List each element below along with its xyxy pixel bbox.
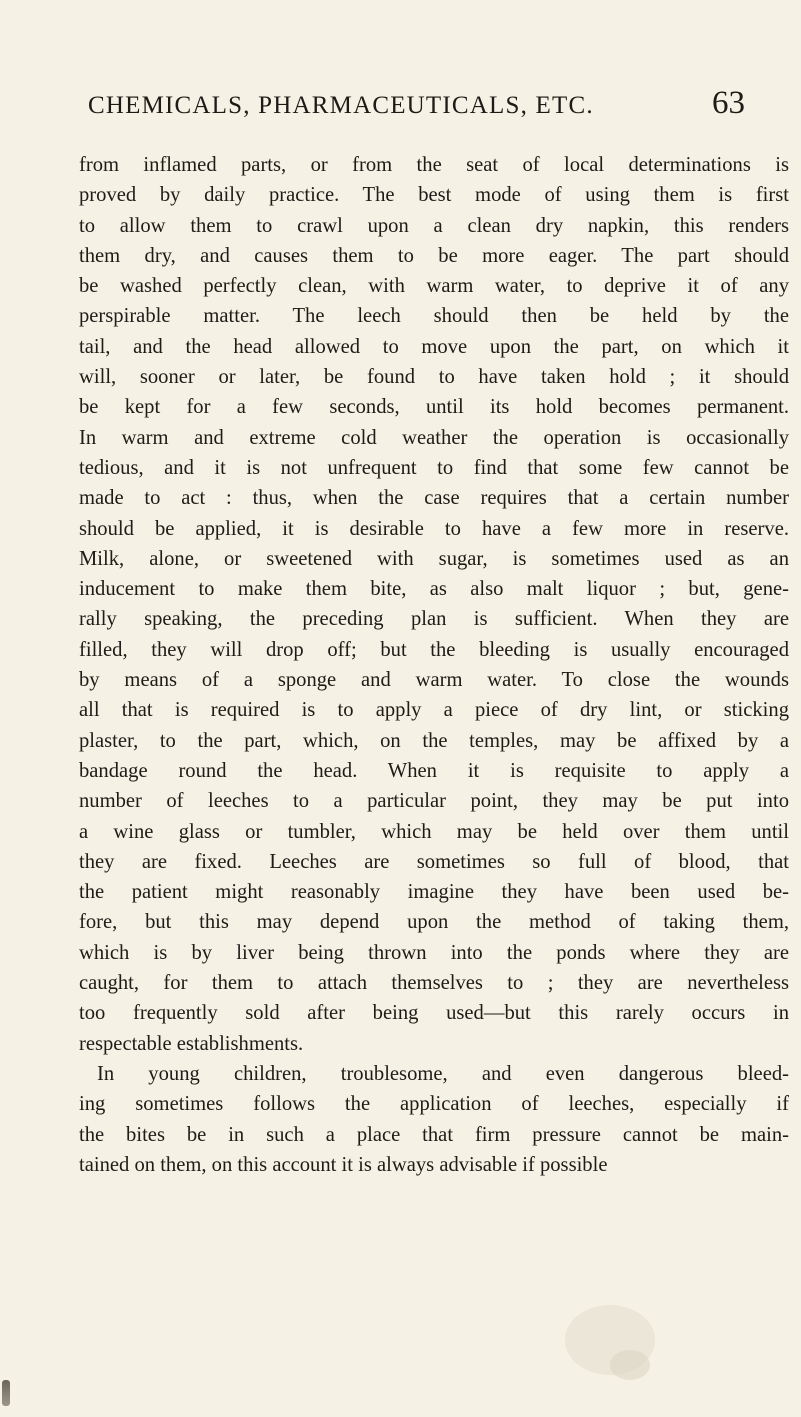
text-line: tained on them, on this account it is always advisable if possible <box>79 1153 608 1176</box>
text-line: by means of a sponge and warm water. To close the wounds <box>79 669 789 692</box>
binding-edge-mark <box>2 1380 10 1406</box>
text-line: should be applied, it is desirable to have a few more in reserve. <box>79 517 789 540</box>
text-line: bandage round the head. When it is requisite to apply a <box>79 759 789 782</box>
text-line: respectable establishments. <box>79 1032 304 1055</box>
text-line: tedious, and it is not unfrequent to find that some few cannot be <box>79 456 789 479</box>
text-line: will, sooner or later, be found to have taken hold ; it should <box>79 366 789 389</box>
text-line: In young children, troublesome, and even dangerous bleed- <box>97 1062 789 1085</box>
text-line: be kept for a few seconds, until its hold becomes permanent. <box>79 396 789 419</box>
text-line: perspirable matter. The leech should then be held by the <box>79 305 789 328</box>
paper-stain <box>610 1350 650 1380</box>
page-header <box>88 85 798 142</box>
text-line: be washed perfectly clean, with warm water, to deprive it of any <box>79 275 789 298</box>
text-line: the patient might reasonably imagine they have been used be- <box>79 881 789 904</box>
text-line: the bites be in such a place that firm pressure cannot be main- <box>79 1123 789 1146</box>
text-line: from inflamed parts, or from the seat of local determinations is <box>79 154 789 176</box>
running-title: CHEMICALS, PHARMACEUTICALS, ETC. <box>88 92 594 119</box>
text-line: fore, but this may depend upon the method of taking them, <box>79 911 789 934</box>
text-line: all that is required is to apply a piece of dry lint, or sticking <box>79 699 789 722</box>
text-line: filled, they will drop off; but the bleeding is usually encouraged <box>79 638 789 661</box>
text-line: they are fixed. Leeches are sometimes so full of blood, that <box>79 850 789 873</box>
text-line: rally speaking, the preceding plan is sufficient. When they are <box>79 608 789 631</box>
text-line: Milk, alone, or sweetened with sugar, is sometimes used as an <box>79 547 789 570</box>
text-line: ing sometimes follows the application of leeches, especially if <box>79 1093 789 1116</box>
body-text <box>79 150 789 1180</box>
page-number: 63 <box>712 85 745 121</box>
text-line: a wine glass or tumbler, which may be held over them until <box>79 820 789 843</box>
text-line: proved by daily practice. The best mode of using them is first <box>79 184 789 207</box>
text-line: plaster, to the part, which, on the temples, may be affixed by a <box>79 729 789 752</box>
text-line: which is by liver being thrown into the ponds where they are <box>79 941 789 964</box>
text-line: them dry, and causes them to be more eager. The part should <box>79 244 789 267</box>
text-line: to allow them to crawl upon a clean dry napkin, this renders <box>79 214 789 237</box>
text-line: made to act : thus, when the case requires that a certain number <box>79 487 789 510</box>
text-line: In warm and extreme cold weather the operation is occasionally <box>79 426 789 449</box>
text-line: tail, and the head allowed to move upon the part, on which it <box>79 335 789 358</box>
text-line: number of leeches to a particular point, they may be put into <box>79 790 789 813</box>
text-line: too frequently sold after being used—but this rarely occurs in <box>79 1002 789 1025</box>
text-line: caught, for them to attach themselves to ; they are nevertheless <box>79 972 789 995</box>
text-line: inducement to make them bite, as also malt liquor ; but, gene- <box>79 578 789 601</box>
